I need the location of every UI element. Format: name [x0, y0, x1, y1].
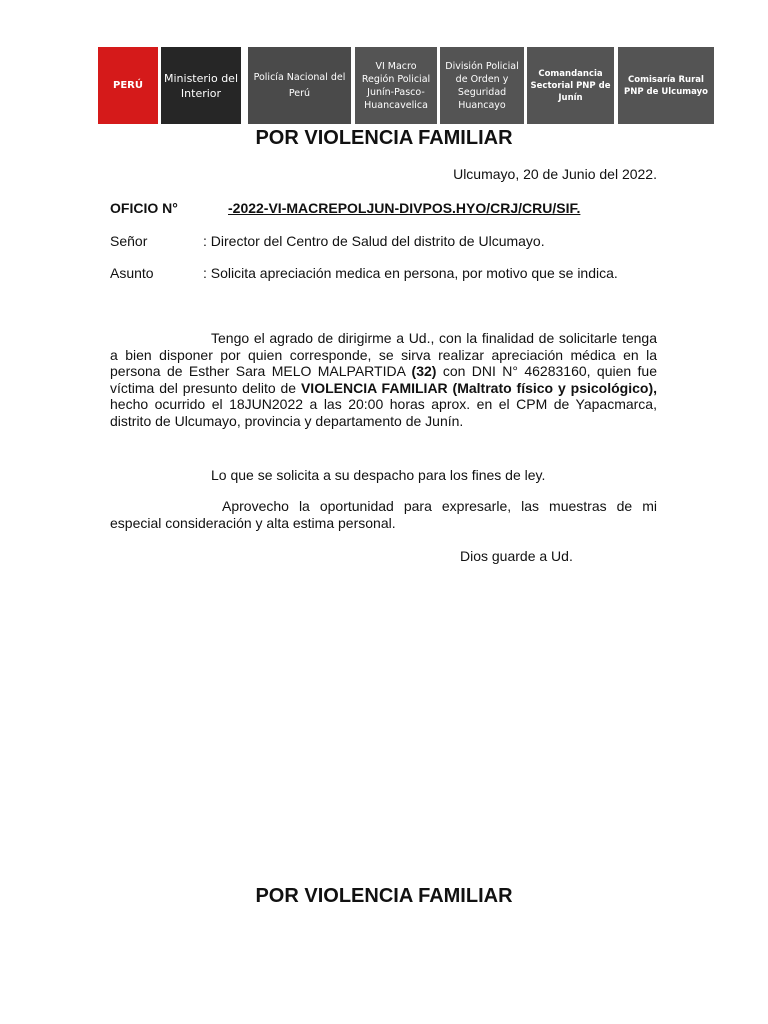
header-comandancia-block [527, 47, 614, 124]
division-label: División Policial de Orden y Seguridad Huancayo [445, 60, 519, 111]
footer-title: POR VIOLENCIA FAMILIAR [255, 885, 513, 907]
body-paragraph-2 [110, 467, 657, 484]
header-division-block [440, 47, 524, 124]
p1-text-b: con DNI N° 46283160, quien fue víctima del presunto delito de [110, 363, 658, 396]
date-line: Ulcumayo, 20 de Junio del 2022. [453, 166, 657, 182]
subject-row [110, 265, 657, 282]
p1-crime: VIOLENCIA FAMILIAR (Maltrato físico y psicológico), [300, 379, 657, 396]
asunto-label: Asunto [110, 265, 154, 281]
p2-text: Lo que se solicita a su despacho para los fines de ley. [211, 467, 546, 483]
recipient-row [110, 233, 657, 250]
p3-text: Aprovecho la oportunidad para expresarle, las muestras de mi especial consideración y alta estima personal. [110, 498, 657, 531]
ministerio-label: Ministerio del Interior [164, 71, 238, 100]
header-pnp-block [248, 47, 351, 124]
body-paragraph-3 [110, 498, 657, 531]
senor-label: Señor [110, 233, 148, 249]
header-peru-block [98, 47, 158, 124]
asunto-value: : Solicita apreciación medica en persona, por motivo que se indica. [203, 265, 618, 281]
oficio-label: OFICIO N° [110, 200, 178, 216]
header-comisaria-block [618, 47, 714, 124]
closing-line: Dios guarde a Ud. [460, 548, 573, 564]
comandancia-label: Comandancia Sectorial PNP de Junín [530, 68, 611, 103]
oficio-code: -2022-VI-MACREPOLJUN-DIVPOS.HYO/CRJ/CRU/SIF. [228, 200, 581, 216]
p1-age: (32) [411, 363, 437, 379]
header-ministerio-block [161, 47, 241, 124]
p1-text-a: Tengo el agrado de dirigirme a Ud., con la finalidad de solicitarle tenga a bien disponer por quien corresponde, se sirva realizar apreciación médica en la persona de Esther Sara MELO MALPARTIDA [110, 330, 657, 379]
senor-value: : Director del Centro de Salud del distrito de Ulcumayo. [203, 233, 545, 249]
p1-text-c: hecho ocurrido el 18JUN2022 a las 20:00 horas aprox. en el CPM de Yapacmarca, distrito de Ulcumayo, provincia y departamento de Junín. [110, 396, 657, 429]
document-title: POR VIOLENCIA FAMILIAR [255, 127, 513, 149]
comisaria-label: Comisaría Rural PNP de Ulcumayo [624, 74, 708, 97]
oficio-number [110, 200, 580, 217]
macro-region-label: VI Macro Región Policial Junín-Pasco-Huancavelica [361, 60, 431, 111]
body-paragraph-1 [110, 330, 657, 429]
pnp-label: Policía Nacional del Perú [253, 71, 346, 99]
header-macro-region-block [355, 47, 437, 124]
peru-label: PERÚ [113, 80, 143, 91]
